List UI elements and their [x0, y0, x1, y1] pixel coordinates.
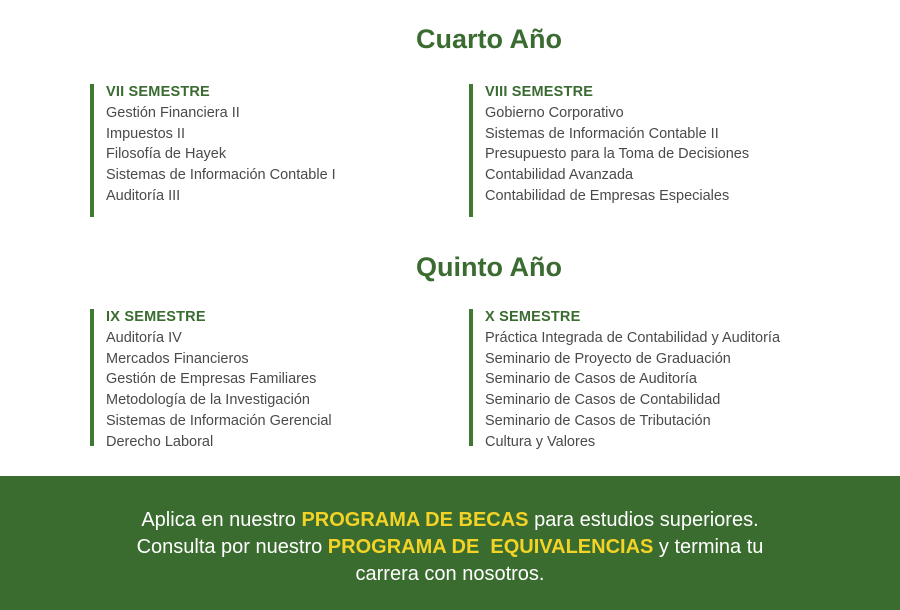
semester-vii [90, 84, 336, 217]
course-item: Contabilidad de Empresas Especiales [485, 187, 730, 204]
semester-x [469, 309, 781, 450]
course-item: Gobierno Corporativo [485, 105, 624, 121]
banner-line-3 [0, 561, 900, 588]
banner-text: para estudios superiores. [528, 509, 759, 531]
course-item: Filosofía de Hayek [106, 146, 227, 163]
course-item: Cultura y Valores [485, 433, 596, 450]
course-item: Sistemas de Información Contable II [485, 125, 719, 142]
becas-highlight: PROGRAMA DE BECAS [301, 509, 529, 531]
semester-viii [469, 84, 749, 217]
course-item: Auditoría IV [106, 330, 182, 346]
course-item: Metodología de la Investigación [106, 392, 310, 409]
banner-text: Consulta por nuestro [136, 536, 328, 558]
course-item: Mercados Financieros [106, 350, 249, 367]
course-item: Gestión Financiera II [106, 105, 240, 121]
course-item: Sistemas de Información Contable I [106, 167, 336, 184]
semester-ix [90, 309, 332, 450]
course-item: Seminario de Proyecto de Graduación [485, 350, 731, 367]
banner-text: Aplica en nuestro [141, 509, 302, 531]
banner-line-2 [0, 534, 900, 561]
course-item: Auditoría III [106, 187, 181, 204]
course-item: Presupuesto para la Toma de Decisiones [485, 146, 750, 163]
semester-title: IX SEMESTRE [106, 309, 206, 325]
banner-text: y termina tu [653, 536, 764, 558]
course-item: Sistemas de Información Gerencial [106, 412, 332, 429]
course-item: Gestión de Empresas Familiares [106, 371, 317, 388]
course-item: Seminario de Casos de Contabilidad [485, 392, 721, 409]
course-item: Práctica Integrada de Contabilidad y Auditoría [485, 330, 781, 346]
semester-title: VIII SEMESTRE [485, 84, 594, 100]
banner-line-1 [0, 507, 900, 534]
course-item: Derecho Laboral [106, 433, 214, 450]
course-item: Seminario de Casos de Tributación [485, 412, 711, 429]
equivalencias-highlight: PROGRAMA DE EQUIVALENCIAS [327, 536, 654, 558]
course-item: Seminario de Casos de Auditoría [485, 371, 697, 388]
year-title-quinto: Quinto Año [416, 252, 562, 282]
promo-banner [0, 476, 900, 610]
semester-title: VII SEMESTRE [106, 84, 210, 100]
banner-text: carrera con nosotros. [355, 563, 545, 585]
course-item: Contabilidad Avanzada [485, 167, 634, 184]
course-item: Impuestos II [106, 125, 185, 142]
year-title-cuarto: Cuarto Año [416, 24, 562, 54]
semester-title: X SEMESTRE [485, 309, 581, 325]
